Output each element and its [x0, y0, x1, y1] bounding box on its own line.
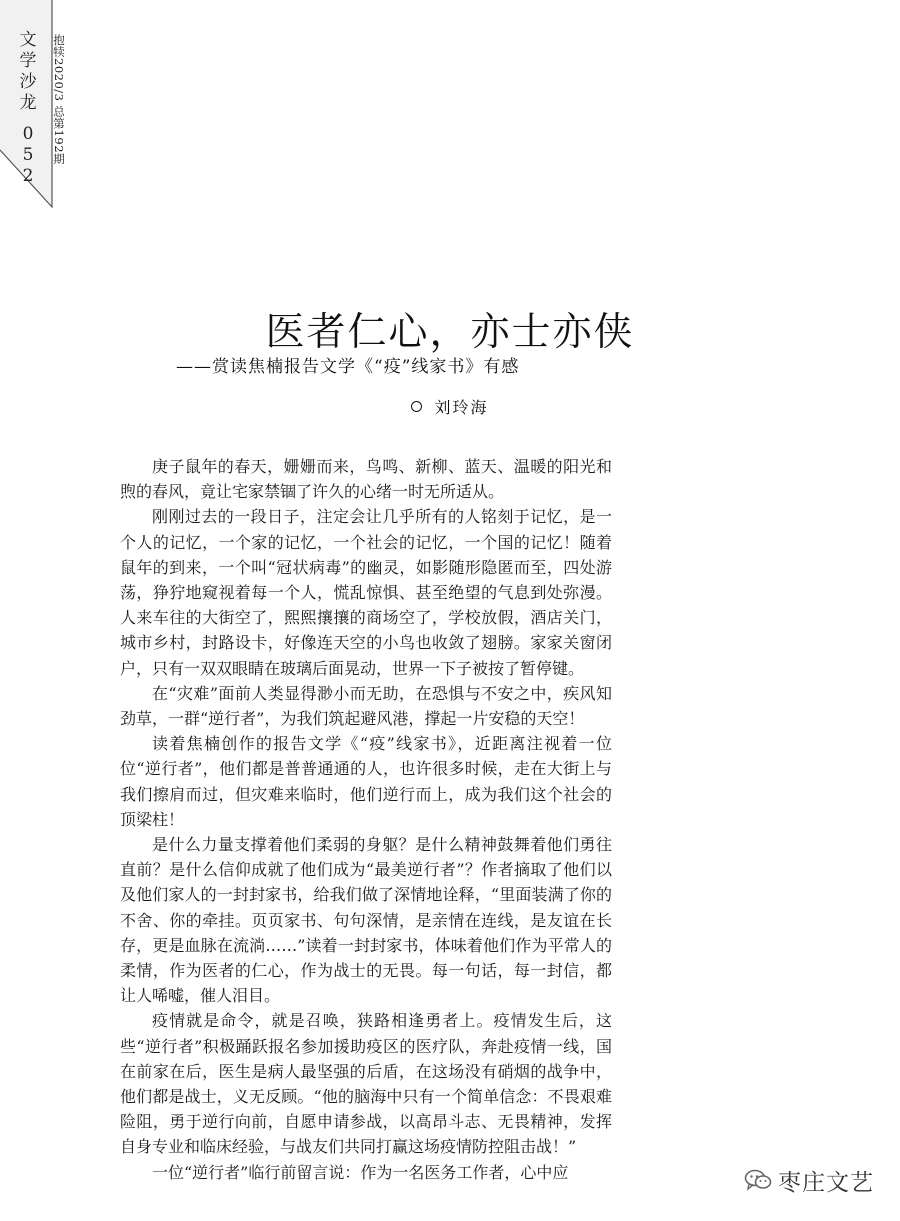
- paragraph: 刚刚过去的一段日子，注定会让几乎所有的人铭刻于记忆，是一个人的记忆，一个家的记忆，一个社会的记忆，一个国的记忆！随着鼠年的到来，一个叫“冠状病毒”的幽灵，如影随形隐匿而至，四处游荡，狰狞地窥视着每一个人，慌乱惊惧、甚至绝望的气息到处弥漫。人来车往的大街空了，熙熙攘攘的商场空了，学校放假，酒店关门，城市乡村，封路设卡，好像连天空的小鸟也收敛了翅膀。家家关窗闭户，只有一双双眼睛在玻璃后面晃动，世界一下子被按了暂停键。: [120, 507, 612, 678]
- article-body: [120, 454, 612, 1185]
- section-title-char: 龙: [19, 93, 37, 113]
- section-title-char: 学: [19, 51, 37, 71]
- section-title-char: 沙: [19, 72, 37, 92]
- watermark-text: 枣庄文艺: [778, 1169, 874, 1196]
- author-name: 刘玲海: [434, 398, 489, 417]
- section-title-vertical: [17, 30, 39, 187]
- page-number-digit: 0: [22, 124, 34, 144]
- paragraph: 读着焦楠创作的报告文学《“疫”线家书》，近距离注视着一位位“逆行者”，他们都是普普通通的人，也许很多时候，走在大街上与我们擦肩而过，但灾难来临时，他们逆行而上，成为我们这个社会的顶梁柱！: [120, 734, 612, 829]
- page-number-digit: 2: [22, 166, 34, 186]
- paragraph: 一位“逆行者”临行前留言说：作为一名医务工作者，心中应: [152, 1162, 569, 1182]
- paragraph: 疫情就是命令，就是召唤，狭路相逢勇者上。疫情发生后，这些“逆行者”积极踊跃报名参加援助疫区的医疗队，奔赴疫情一线，国在前家在后，医生是病人最坚强的后盾，在这场没有硝烟的战争中，他们都是战士，义无反顾。“他的脑海中只有一个简单信念：不畏艰难险阻，勇于逆行向前，自愿申请参战，以高昂斗志、无畏精神，发挥自身专业和临床经验，与战友们共同打赢这场疫情防控阻击战！”: [120, 1011, 612, 1157]
- watermark: [744, 1162, 874, 1198]
- wechat-icon: [744, 1168, 772, 1192]
- section-title-char: 文: [19, 30, 37, 50]
- article-title: 医者仁心，亦士亦侠: [265, 310, 635, 355]
- circle-icon: [411, 401, 422, 412]
- paragraph: 庚子鼠年的春天，姗姗而来，鸟鸣、新柳、蓝天、温暖的阳光和煦的春风，竟让宅家禁锢了许久的心绪一时无所适从。: [120, 457, 612, 502]
- issue-info: 抱犊2020/3 总第192期: [52, 34, 66, 166]
- paragraph: 在“灾难”面前人类显得渺小而无助，在恐惧与不安之中，疾风知劲草，一群“逆行者”，为我们筑起避风港，撑起一片安稳的天空！: [120, 683, 612, 729]
- author-line: [0, 395, 900, 418]
- article-subtitle: ——赏读焦楠报告文学《“疫”线家书》有感: [176, 357, 520, 377]
- page-number-digit: 5: [22, 145, 34, 165]
- paragraph: 是什么力量支撑着他们柔弱的身躯？是什么精神鼓舞着他们勇往直前？是什么信仰成就了他们成为“最美逆行者”？作者摘取了他们以及他们家人的一封封家书，给我们做了深情地诠释，“里面装满了你的不舍、你的牵挂。页页家书、句句深情，是亲情在连线，是友谊在长存，更是血脉在流淌……”读着一封封家书，体味着他们作为平常人的柔情，作为医者的仁心，作为战士的无畏。每一句话，每一封信，都让人唏嘘，催人泪目。: [120, 835, 612, 1006]
